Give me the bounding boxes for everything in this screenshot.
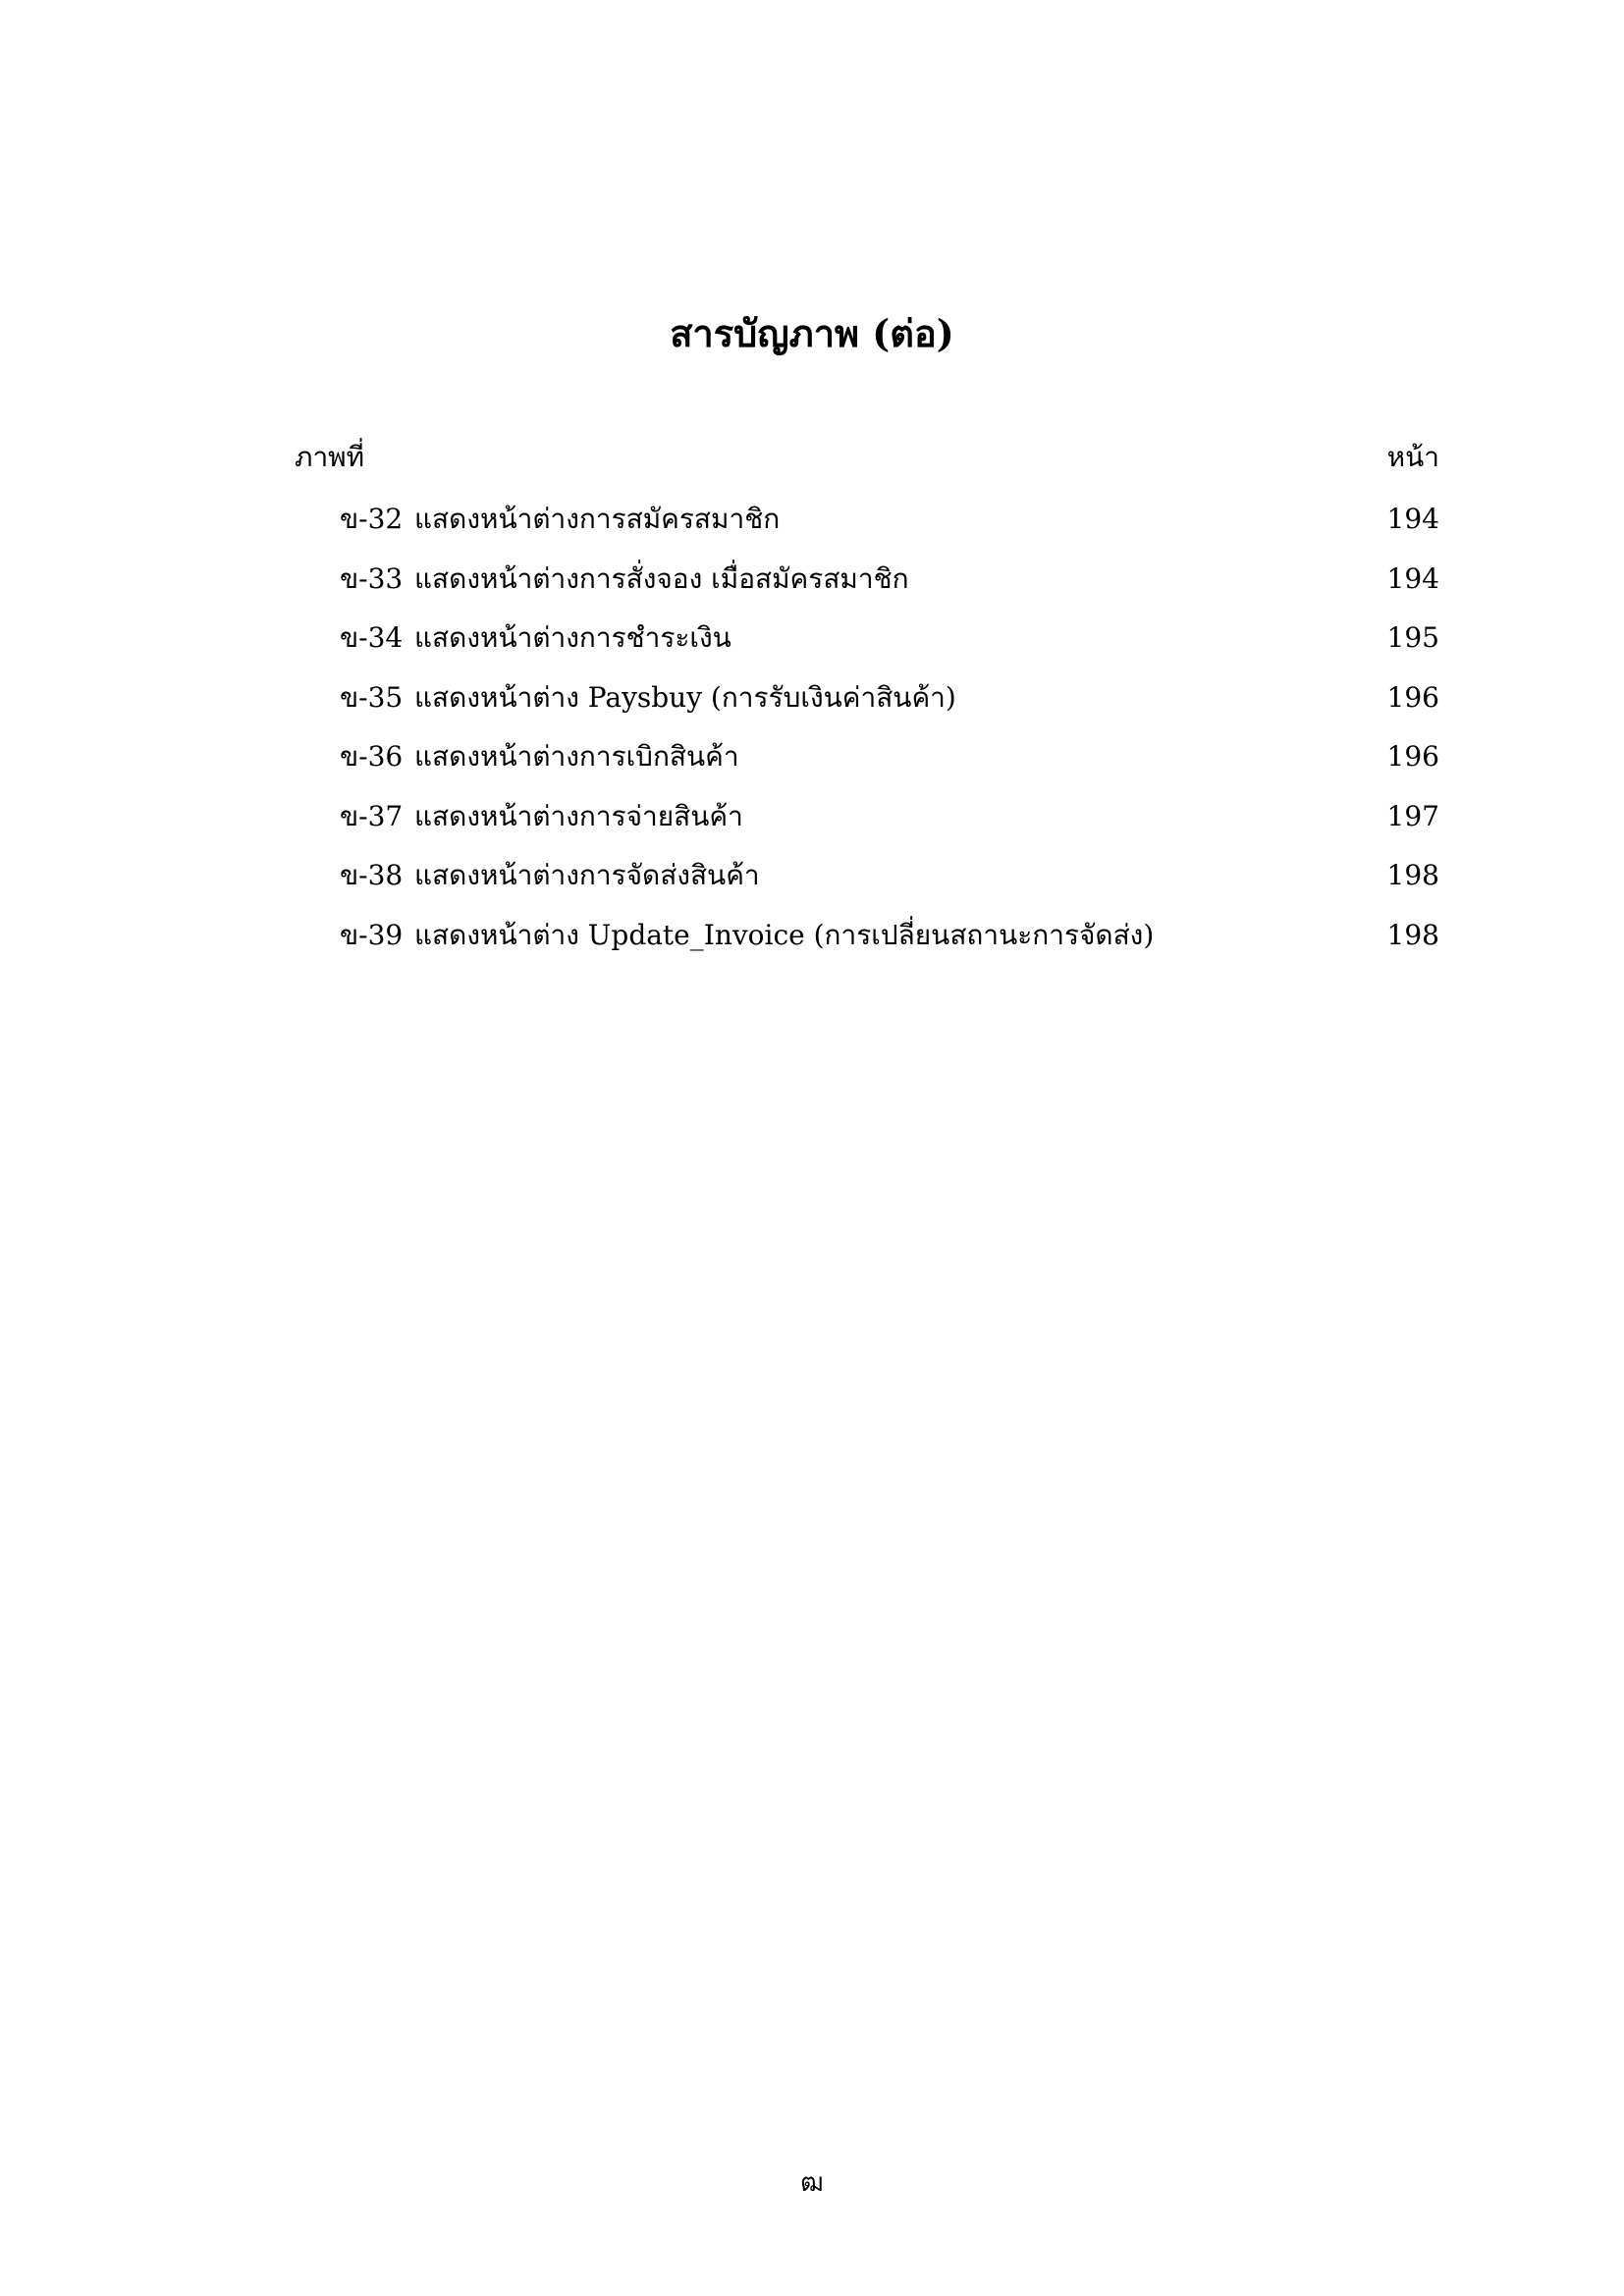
page-title: สารบัญภาพ (ต่อ) (670, 311, 954, 355)
figure-number: ข-39 (340, 918, 404, 951)
toc-entry (340, 496, 1439, 556)
figure-caption: แสดงหน้าต่างการจ่ายสินค้า (414, 799, 743, 832)
figure-page: 197 (1386, 799, 1439, 832)
figure-caption: แสดงหน้าต่างการเบิกสินค้า (414, 740, 739, 773)
list-of-figures (340, 496, 1439, 971)
figure-number: ข-38 (340, 859, 404, 891)
toc-entry (340, 674, 1439, 734)
page-column-header: หน้า (1386, 441, 1439, 473)
figure-caption: แสดงหน้าต่างการสั่งจอง เมื่อสมัครสมาชิก (414, 561, 909, 595)
figure-caption: แสดงหน้าต่าง Update_Invoice (การเปลี่ยนสถานะการจัดส่ง) (414, 918, 1155, 951)
page-number: ฒ (800, 2168, 824, 2198)
toc-entry (340, 852, 1439, 912)
figure-page: 196 (1386, 740, 1439, 773)
figure-caption: แสดงหน้าต่างการชำระเงิน (414, 621, 731, 654)
figure-page: 195 (1386, 621, 1439, 654)
figure-page: 196 (1386, 680, 1439, 714)
figure-number: ข-32 (340, 503, 404, 535)
figure-caption: แสดงหน้าต่างการจัดส่งสินค้า (414, 859, 760, 891)
figure-page: 198 (1386, 859, 1439, 891)
figure-page: 194 (1386, 561, 1439, 595)
figure-caption: แสดงหน้าต่างการสมัครสมาชิก (414, 503, 781, 535)
toc-entry (340, 556, 1439, 615)
figure-number: ข-35 (340, 680, 404, 714)
figure-caption: แสดงหน้าต่าง Paysbuy (การรับเงินค่าสินค้า) (414, 680, 956, 714)
figure-number: ข-33 (340, 561, 404, 595)
figure-page: 198 (1386, 918, 1439, 951)
toc-entry (340, 912, 1439, 972)
toc-entry (340, 614, 1439, 674)
figure-number: ข-34 (340, 621, 404, 654)
figure-page: 194 (1386, 503, 1439, 535)
figure-number: ข-36 (340, 740, 404, 773)
toc-entry (340, 793, 1439, 853)
figure-column-header: ภาพที่ (295, 441, 365, 473)
toc-entry (340, 733, 1439, 793)
figure-number: ข-37 (340, 799, 404, 832)
